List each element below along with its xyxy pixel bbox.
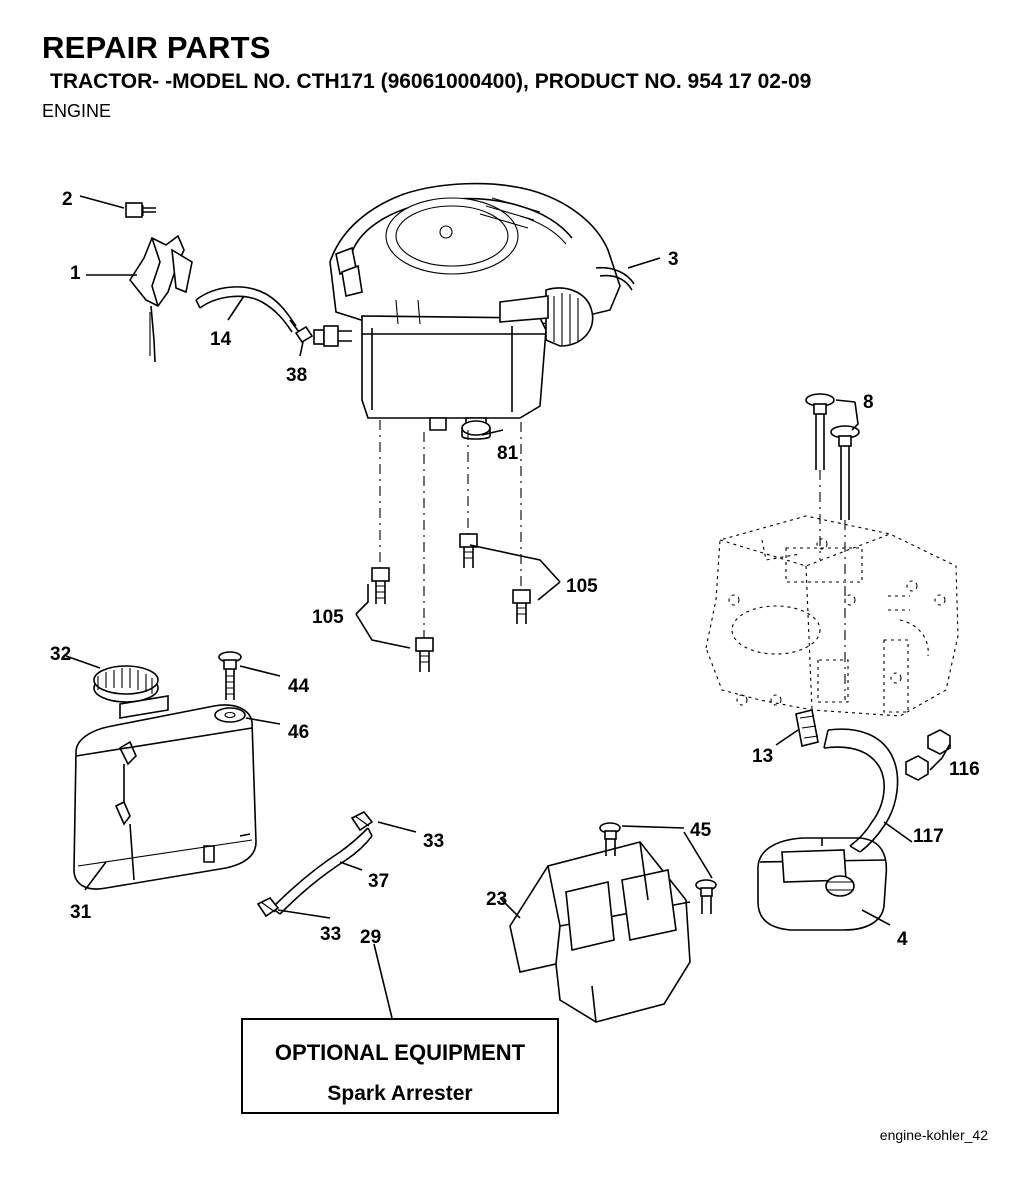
nuts-116 — [906, 730, 950, 780]
callout-31: 31 — [70, 902, 92, 923]
bolt-105-d — [513, 590, 530, 624]
exhaust-gasket-13 — [796, 710, 818, 746]
callout-1: 1 — [70, 263, 81, 284]
diagram-code: engine-kohler_42 — [879, 1127, 988, 1143]
engine-body — [330, 184, 634, 430]
leader-33b — [278, 910, 330, 918]
hose-clamp-33-a — [352, 812, 372, 830]
oil-drain-plug-81 — [462, 421, 490, 439]
fuel-tank-31 — [74, 666, 256, 889]
leader-29 — [374, 944, 392, 1018]
section-title: ENGINE — [42, 101, 112, 121]
bolt-8-b — [831, 426, 859, 520]
muffler-shield-23 — [510, 820, 716, 1022]
callout-29: 29 — [360, 927, 382, 948]
bolt-105-b — [416, 638, 433, 672]
callout-33-a: 33 — [423, 831, 445, 852]
optional-equipment-box — [241, 1018, 559, 1114]
callout-23: 23 — [486, 889, 508, 910]
fuel-fitting-38 — [296, 326, 352, 346]
washer-46 — [215, 708, 245, 722]
callout-14: 14 — [210, 329, 232, 350]
bolts-8 — [806, 394, 859, 700]
callout-4: 4 — [897, 929, 908, 950]
leader-2 — [80, 196, 124, 208]
leader-44 — [240, 666, 280, 676]
optional-equipment-item: Spark Arrester — [327, 1082, 473, 1105]
callout-105-a: 105 — [312, 607, 344, 628]
bolt-105-a — [372, 568, 389, 604]
callout-116: 116 — [949, 759, 980, 780]
callout-3: 3 — [668, 249, 679, 270]
callout-81: 81 — [497, 443, 519, 464]
callout-8: 8 — [863, 392, 874, 413]
callout-105-b: 105 — [566, 576, 598, 597]
callout-38: 38 — [286, 365, 308, 386]
model-line: TRACTOR- -MODEL NO. CTH171 (96061000400), PRODUCT NO. 954 17 02-09 — [50, 70, 812, 93]
callout-46: 46 — [288, 722, 310, 743]
leader-33a — [378, 822, 416, 832]
leader-38 — [300, 342, 303, 356]
callout-33-b: 33 — [320, 924, 342, 945]
muffler-4 — [758, 838, 886, 930]
callout-44: 44 — [288, 676, 310, 697]
hose-clamp-33-b — [258, 898, 278, 916]
leader-14 — [228, 296, 244, 320]
fuel-hose-37 — [258, 812, 372, 916]
bolt-105-c — [460, 534, 477, 568]
optional-equipment-heading: OPTIONAL EQUIPMENT — [274, 1040, 526, 1065]
bolt-45-b — [696, 880, 716, 914]
callout-117: 117 — [913, 826, 944, 847]
callout-37: 37 — [368, 871, 390, 892]
callout-2: 2 — [62, 189, 73, 210]
chassis-mounting-plate — [706, 516, 958, 716]
bolt-44 — [219, 652, 241, 700]
exhaust-pipe-117 — [824, 729, 898, 852]
bolt-8-a — [806, 394, 834, 470]
leader-117 — [884, 822, 912, 842]
callout-45: 45 — [690, 820, 712, 841]
engine-mount-bolts-105 — [356, 420, 560, 672]
leader-13 — [776, 730, 798, 745]
leader-37 — [340, 862, 362, 870]
page-title: REPAIR PARTS — [42, 30, 271, 65]
callout-32: 32 — [50, 644, 72, 665]
bolt-2 — [126, 203, 156, 217]
leader-3 — [628, 258, 660, 268]
callout-13: 13 — [752, 746, 774, 767]
throttle-control-bracket — [126, 203, 192, 362]
